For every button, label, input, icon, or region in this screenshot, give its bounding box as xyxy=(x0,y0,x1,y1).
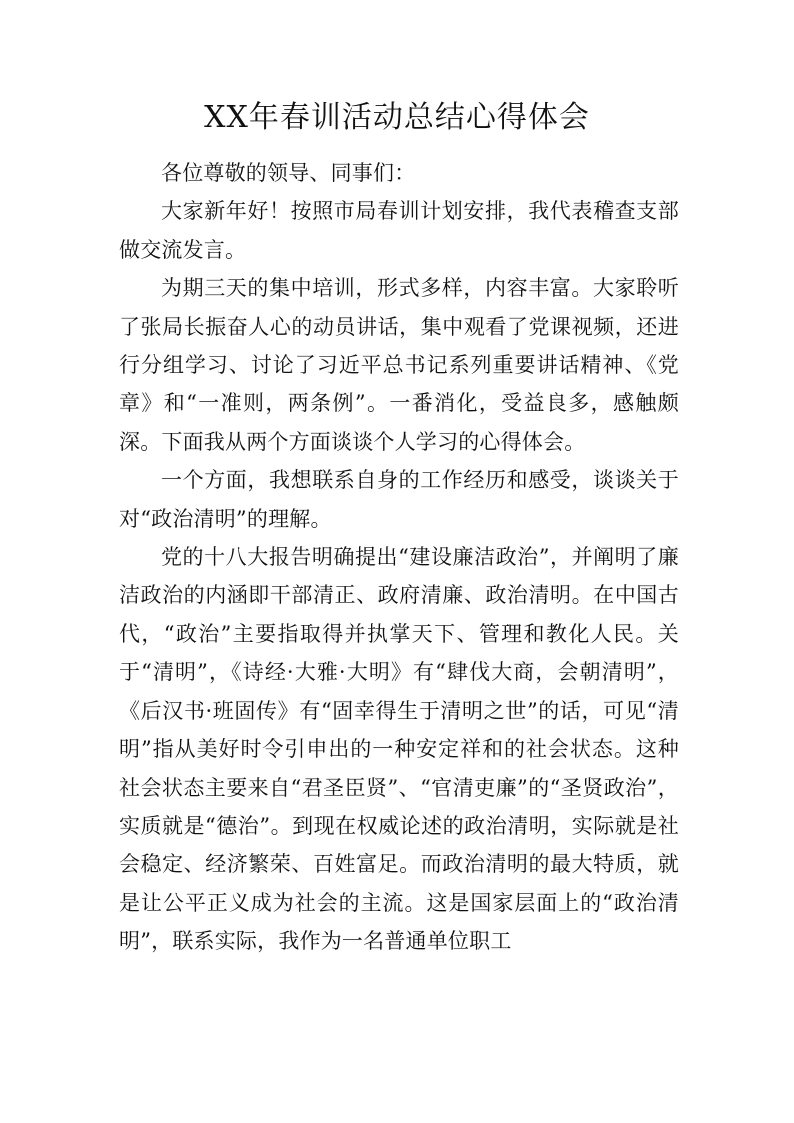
greeting-paragraph: 各位尊敬的领导、同事们： xyxy=(161,161,416,185)
document-body xyxy=(119,154,679,961)
body-paragraph: 党的十八大报告明确提出“建设廉洁政治”，并阐明了廉洁政治的内涵即干部清正、政府清廉、政治清明。在中国古代，“政治”主要指取得并执掌天下、管理和教化人民。关于“清明”，《诗经·大雅·大明》有“肆伐大商，会朝清明”，《后汉书·班固传》有“固幸得生于清明之世”的话，可见“清明”指从美好时令引申出的一种安定祥和的社会状态。这种社会状态主要来自“君圣臣贤”、“官清吏廉”的“圣贤政治”，实质就是“德治”。到现在权威论述的政治清明，实际就是社会稳定、经济繁荣、百姓富足。而政治清明的最大特质，就是让公平正义成为社会的主流。这是国家层面上的“政治清明”，联系实际，我作为一名普通单位职工 xyxy=(119,545,679,954)
document-title: XX年春训活动总结心得体会 xyxy=(204,100,590,135)
body-paragraph: 一个方面，我想联系自身的工作经历和感受，谈谈关于对“政治清明”的理解。 xyxy=(119,468,679,531)
body-paragraph: 为期三天的集中培训，形式多样，内容丰富。大家聆听了张局长振奋人心的动员讲话，集中观看了党课视频，还进行分组学习、讨论了习近平总书记系列重要讲话精神、《党章》和“一准则，两条例”。一番消化，受益良多，感触颇深。下面我从两个方面谈谈个人学习的心得体会。 xyxy=(119,276,679,454)
body-paragraph: 大家新年好！按照市局春训计划安排，我代表稽查支部做交流发言。 xyxy=(119,199,679,262)
